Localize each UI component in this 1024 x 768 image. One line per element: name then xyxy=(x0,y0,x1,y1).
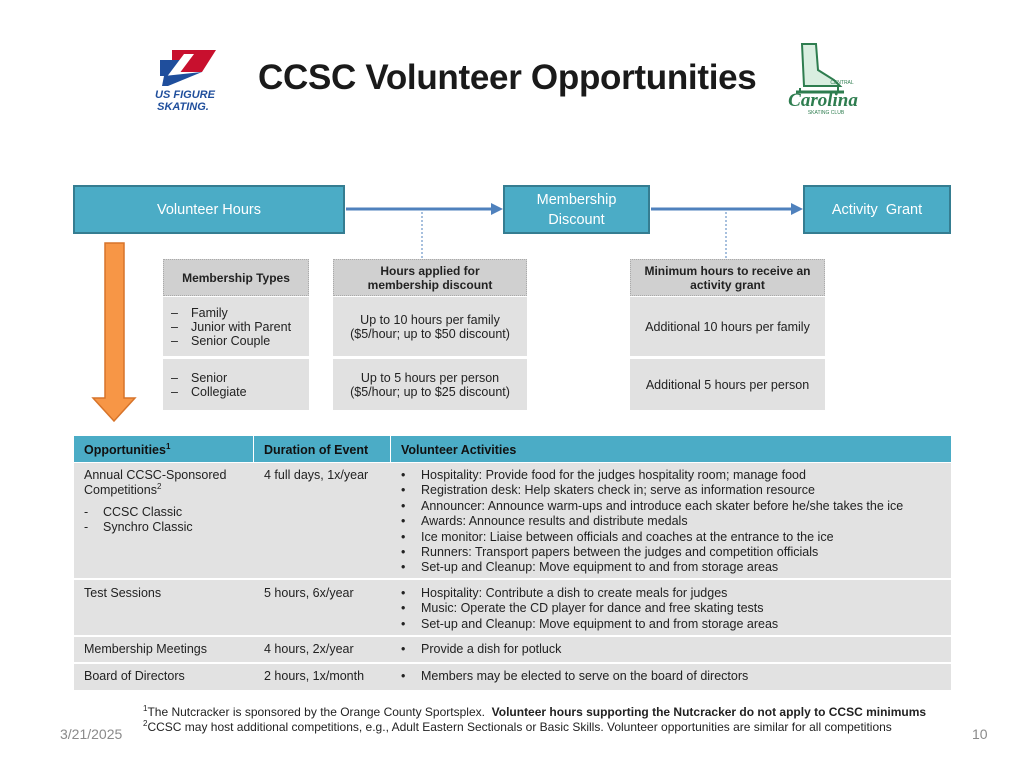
event-duration: 2 hours, 1x/month xyxy=(264,669,365,683)
activity-list xyxy=(401,642,946,657)
minimum-hours-cell: Additional 10 hours per family xyxy=(630,297,825,356)
activities-header: Volunteer Activities xyxy=(401,443,517,457)
slide-page-number: 10 xyxy=(972,726,988,742)
membership-types-cell: – Senior – Collegiate xyxy=(163,359,309,410)
slide-date: 3/21/2025 xyxy=(60,726,123,742)
minimum-hours-cell: Additional 5 hours per person xyxy=(630,359,825,410)
list-item: • Music: Operate the CD player for dance and free skating tests xyxy=(401,601,946,616)
list-item: • Provide a dish for potluck xyxy=(401,642,946,657)
membership-types-header: Membership Types xyxy=(163,259,309,296)
membership-types-cell: – Family – Junior with Parent – Senior Couple xyxy=(163,297,309,356)
activity-grant-label: Activity Grant xyxy=(831,201,923,218)
page-title: CCSC Volunteer Opportunities xyxy=(258,58,757,97)
event-duration: 4 hours, 2x/year xyxy=(264,642,354,656)
list-item: • Hospitality: Contribute a dish to create meals for judges xyxy=(401,586,946,601)
footnote-2: $^2$CCSC may host additional competitions, e.g., Adult Eastern Sectionals or Basic Skills. Volunteer opportunities are similar for all competitions xyxy=(143,719,892,734)
footnote-1: $^1$The Nutcracker is sponsored by the Orange County Sportsplex. Volunteer hours supporting the Nutcracker do not apply to CCSC minimums xyxy=(143,704,927,719)
duration-header: Duration of Event xyxy=(264,443,369,457)
svg-text:CENTRAL: CENTRAL xyxy=(830,80,854,86)
event-duration: 5 hours, 6x/year xyxy=(264,586,354,600)
opportunity-name: Test Sessions xyxy=(84,586,162,600)
opportunity-name: Annual CCSC-Sponsored Competitions$^2$ - CCSC Classic - Synchro Classic xyxy=(84,468,227,535)
activity-list xyxy=(401,468,946,576)
svg-text:US FIGURE: US FIGURE xyxy=(155,89,215,101)
svg-text:Carolina: Carolina xyxy=(788,90,858,111)
list-item: • Ice monitor: Liaise between officials and coaches at the entrance to the ice xyxy=(401,530,946,545)
activity-list xyxy=(401,586,946,632)
list-item: • Hospitality: Provide food for the judges hospitality room; manage food xyxy=(401,468,946,483)
svg-text:SKATING.: SKATING. xyxy=(157,101,209,113)
opportunity-name: Membership Meetings xyxy=(84,642,207,656)
hours-applied-cell: Up to 10 hours per family ($5/hour; up to $50 discount) xyxy=(333,297,527,356)
list-item: • Registration desk: Help skaters check in; serve as information resource xyxy=(401,483,946,498)
membership-discount-label: Membership Discount xyxy=(536,191,617,228)
volunteer-hours-label: Volunteer Hours xyxy=(157,201,261,218)
list-item: • Awards: Announce results and distribute medals xyxy=(401,514,946,529)
hours-applied-cell: Up to 5 hours per person ($5/hour; up to $25 discount) xyxy=(333,359,527,410)
opportunities-header: Opportunities$^1$ xyxy=(84,441,171,457)
activity-list xyxy=(401,669,946,684)
svg-text:SKATING CLUB: SKATING CLUB xyxy=(807,110,845,116)
list-item: • Members may be elected to serve on the board of directors xyxy=(401,669,946,684)
list-item: • Announcer: Announce warm-ups and introduce each skater before he/she takes the ice xyxy=(401,499,946,514)
hours-applied-header: Hours applied for membership discount xyxy=(333,259,527,296)
minimum-hours-header: Minimum hours to receive an activity grant xyxy=(630,259,825,296)
arrow-head-grant xyxy=(791,203,803,215)
arrow-head-discount xyxy=(491,203,503,215)
list-item: • Set-up and Cleanup: Move equipment to and from storage areas xyxy=(401,617,946,632)
event-duration: 4 full days, 1x/year xyxy=(264,468,369,482)
list-item: • Set-up and Cleanup: Move equipment to and from storage areas xyxy=(401,560,946,575)
orange-down-arrow xyxy=(93,243,135,421)
list-item: • Runners: Transport papers between the judges and competition officials xyxy=(401,545,946,560)
opportunity-name: Board of Directors xyxy=(84,669,185,683)
